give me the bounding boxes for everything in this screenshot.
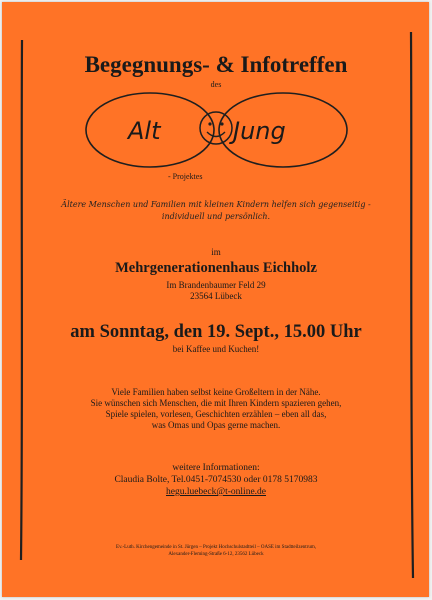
des-label: des bbox=[210, 80, 222, 89]
projektes-label: - Projektes bbox=[168, 172, 203, 181]
body-line-1: Viele Familien haben selbst keine Großeltern in der Nähe. bbox=[111, 387, 321, 397]
venue-street: Im Brandenbaumer Feld 29 bbox=[166, 280, 266, 290]
refreshments-note: bei Kaffee und Kuchen! bbox=[172, 344, 260, 354]
contact-line: Claudia Bolte, Tel.0451-7074530 oder 0178 5170983 bbox=[114, 475, 318, 485]
venue-name: Mehrgenerationenhaus Eichholz bbox=[115, 260, 317, 276]
tagline-line-1: Ältere Menschen und Familien mit kleinen Kindern helfen sich gegenseitig - bbox=[61, 200, 371, 209]
tagline-line-2: individuell und persönlich. bbox=[161, 212, 271, 221]
footer-line-2: Alexander-Fleming-Straße 6-12, 23562 Lübeck bbox=[168, 552, 264, 557]
venue-city: 23564 Lübeck bbox=[190, 291, 242, 301]
event-date: am Sonntag, den 19. Sept., 15.00 Uhr bbox=[70, 322, 362, 342]
email-line bbox=[0, 487, 432, 497]
im-label: im bbox=[211, 247, 221, 257]
body-line-3: Spiele spielen, vorlesen, Geschichten erzählen – eben all das, bbox=[105, 409, 327, 419]
logo-word-alt: Alt bbox=[128, 117, 161, 145]
event-title: Begegnungs- & Infotreffen bbox=[84, 52, 348, 77]
email-link[interactable]: hegu.luebeck@t-online.de bbox=[165, 487, 267, 497]
body-line-2: Sie wünschen sich Menschen, die mit Ihren Kindern spazieren gehen, bbox=[90, 398, 342, 408]
footer-line-1: Ev.-Luth. Kirchengemeinde in St. Jürgen – Projekt Hochschulstadtteil – OASE im Stadtteilzentrum, bbox=[116, 545, 316, 550]
smiley-icon bbox=[200, 112, 232, 144]
venn-logo bbox=[86, 93, 347, 167]
logo-word-jung: Jung bbox=[233, 117, 286, 145]
body-line-4: was Omas und Opas gerne machen. bbox=[151, 420, 281, 430]
more-info-label: weitere Informationen: bbox=[172, 463, 260, 473]
